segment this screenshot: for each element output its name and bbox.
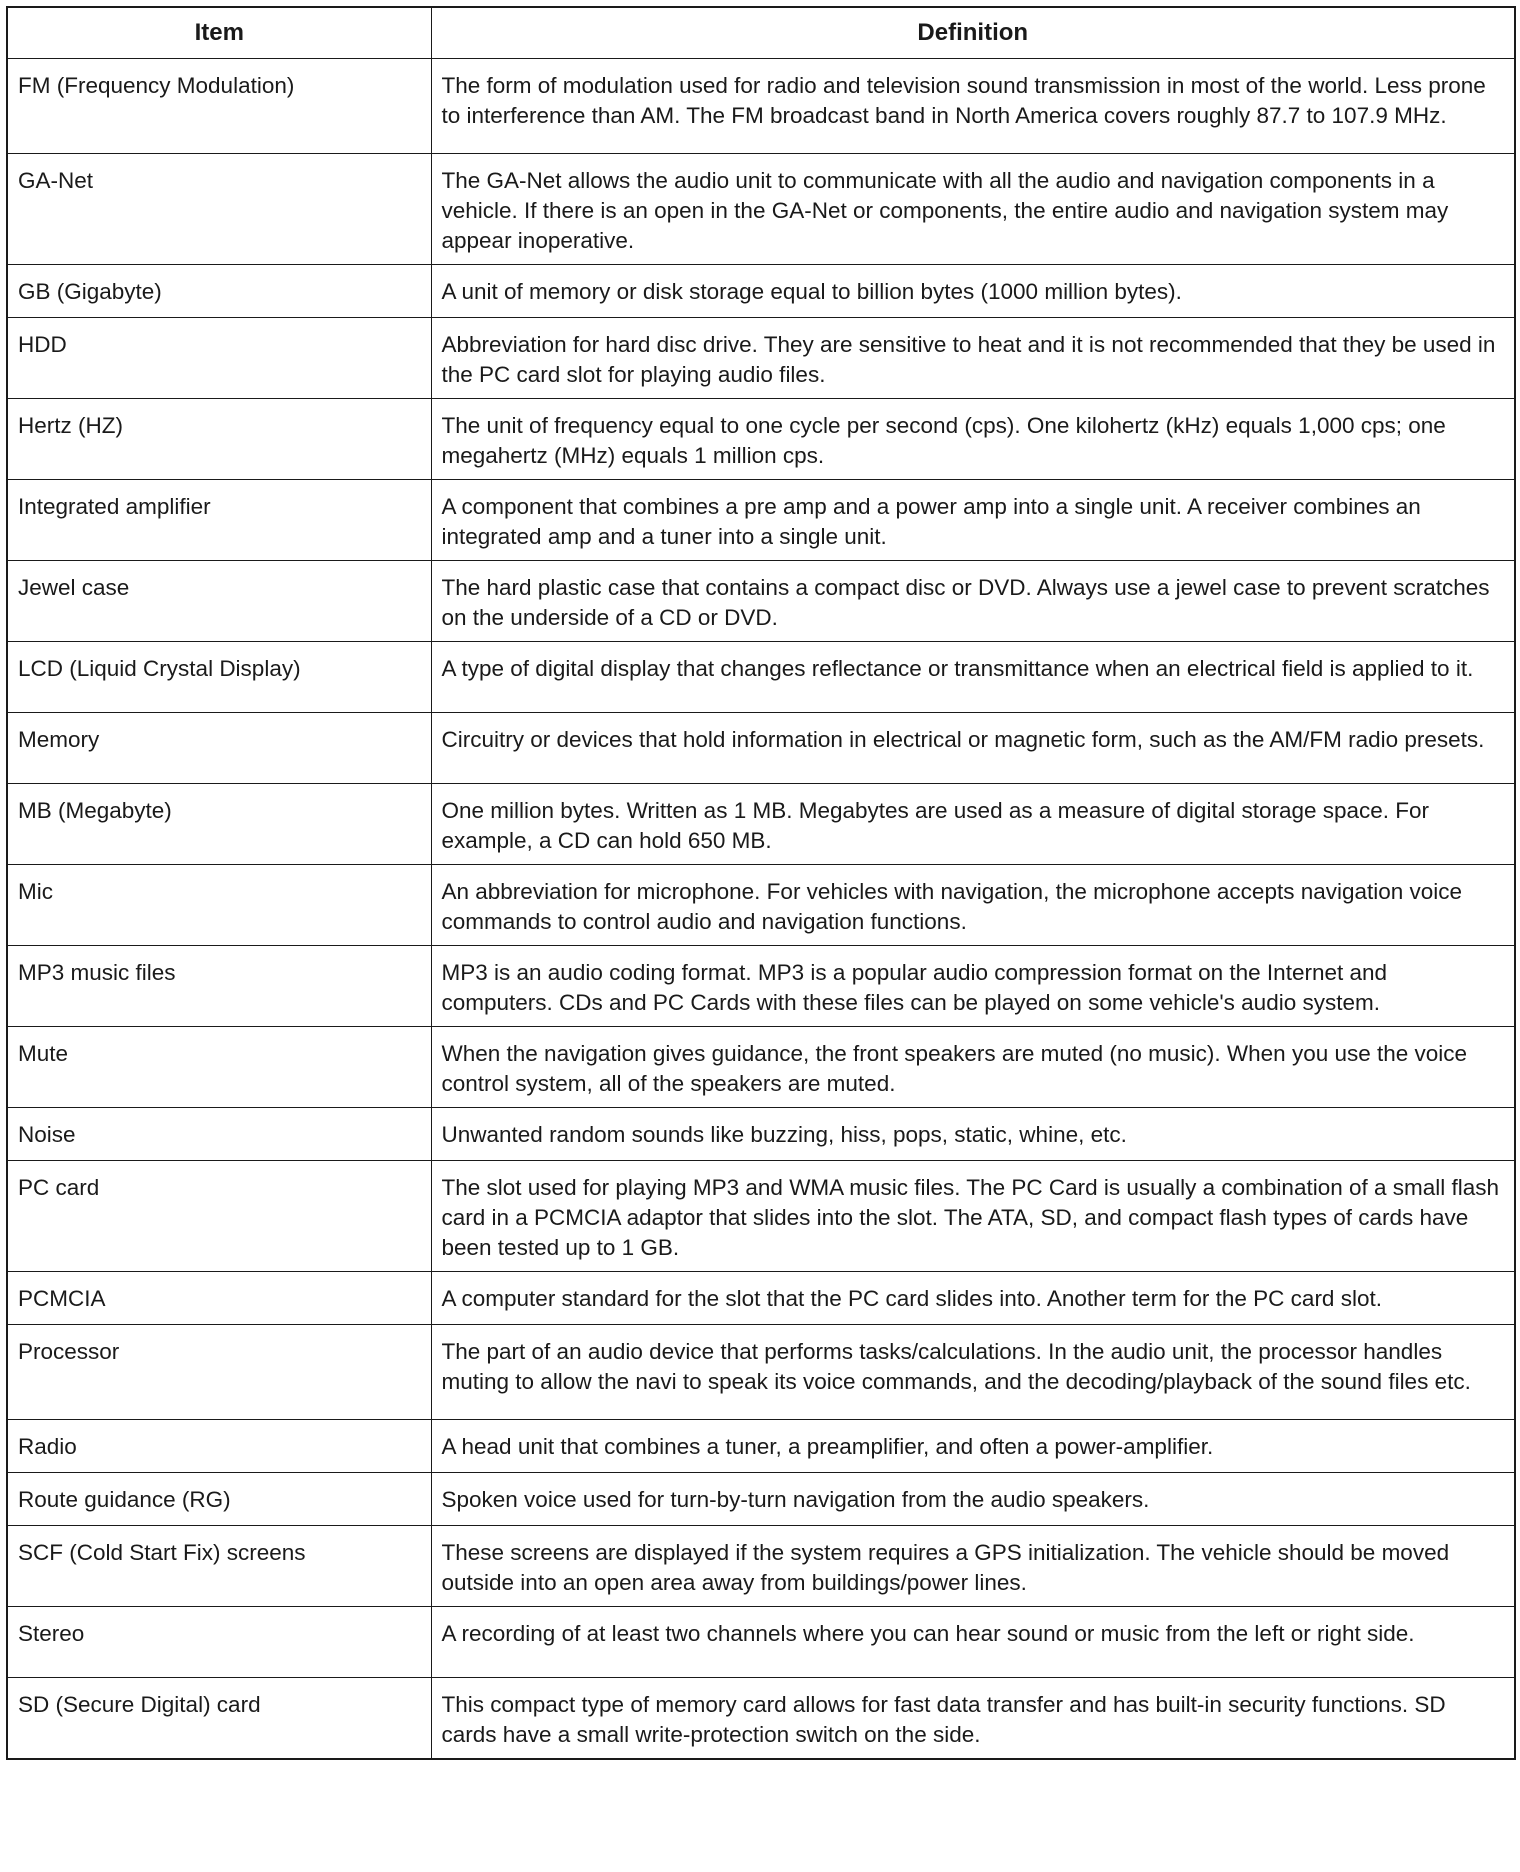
item-cell: Mic: [7, 865, 431, 946]
table-row: [7, 1473, 1515, 1526]
definition-cell: Unwanted random sounds like buzzing, hiss, pops, static, whine, etc.: [431, 1108, 1515, 1161]
table-row: [7, 318, 1515, 399]
definition-cell: A computer standard for the slot that the PC card slides into. Another term for the PC card slot.: [431, 1272, 1515, 1325]
definition-cell: The unit of frequency equal to one cycle per second (cps). One kilohertz (kHz) equals 1,000 cps; one megahertz (MHz) equals 1 million cps.: [431, 399, 1515, 480]
table-row: [7, 1161, 1515, 1272]
header-row: [7, 7, 1515, 59]
definition-cell: The hard plastic case that contains a compact disc or DVD. Always use a jewel case to prevent scratches on the underside of a CD or DVD.: [431, 561, 1515, 642]
item-cell: GB (Gigabyte): [7, 265, 431, 318]
item-cell: Noise: [7, 1108, 431, 1161]
definition-cell: A recording of at least two channels where you can hear sound or music from the left or right side.: [431, 1607, 1515, 1678]
item-cell: MP3 music files: [7, 946, 431, 1027]
item-cell: SD (Secure Digital) card: [7, 1678, 431, 1760]
definition-cell: These screens are displayed if the system requires a GPS initialization. The vehicle should be moved outside into an open area away from buildings/power lines.: [431, 1526, 1515, 1607]
table-row: [7, 1526, 1515, 1607]
table-row: [7, 265, 1515, 318]
definition-cell: Spoken voice used for turn-by-turn navigation from the audio speakers.: [431, 1473, 1515, 1526]
item-cell: FM (Frequency Modulation): [7, 59, 431, 154]
definition-cell: The slot used for playing MP3 and WMA music files. The PC Card is usually a combination of a small flash card in a PCMCIA adaptor that slides into the slot. The ATA, SD, and compact flash types of cards have been tested up to 1 GB.: [431, 1161, 1515, 1272]
item-cell: Jewel case: [7, 561, 431, 642]
item-cell: Mute: [7, 1027, 431, 1108]
item-cell: GA-Net: [7, 154, 431, 265]
item-cell: HDD: [7, 318, 431, 399]
table-row: [7, 865, 1515, 946]
definition-cell: The part of an audio device that performs tasks/calculations. In the audio unit, the processor handles muting to allow the navi to speak its voice commands, and the decoding/playback of the sound files etc.: [431, 1325, 1515, 1420]
item-cell: Memory: [7, 713, 431, 784]
table-row: [7, 399, 1515, 480]
item-cell: PCMCIA: [7, 1272, 431, 1325]
item-cell: MB (Megabyte): [7, 784, 431, 865]
item-cell: Radio: [7, 1420, 431, 1473]
definition-cell: MP3 is an audio coding format. MP3 is a popular audio compression format on the Internet and computers. CDs and PC Cards with these files can be played on some vehicle's audio system.: [431, 946, 1515, 1027]
table-row: [7, 1272, 1515, 1325]
definition-cell: Circuitry or devices that hold information in electrical or magnetic form, such as the AM/FM radio presets.: [431, 713, 1515, 784]
item-cell: Integrated amplifier: [7, 480, 431, 561]
item-cell: Processor: [7, 1325, 431, 1420]
definition-cell: An abbreviation for microphone. For vehicles with navigation, the microphone accepts navigation voice commands to control audio and navigation functions.: [431, 865, 1515, 946]
definition-cell: When the navigation gives guidance, the front speakers are muted (no music). When you use the voice control system, all of the speakers are muted.: [431, 1027, 1515, 1108]
table-row: [7, 642, 1515, 713]
table-row: [7, 1678, 1515, 1760]
table-row: [7, 480, 1515, 561]
definition-cell: A type of digital display that changes reflectance or transmittance when an electrical field is applied to it.: [431, 642, 1515, 713]
definition-cell: A unit of memory or disk storage equal to billion bytes (1000 million bytes).: [431, 265, 1515, 318]
table-row: [7, 1607, 1515, 1678]
table-row: [7, 1420, 1515, 1473]
item-cell: LCD (Liquid Crystal Display): [7, 642, 431, 713]
table-row: [7, 1108, 1515, 1161]
table-row: [7, 561, 1515, 642]
definition-cell: The GA-Net allows the audio unit to communicate with all the audio and navigation components in a vehicle. If there is an open in the GA-Net or components, the entire audio and navigation system may appear inoperative.: [431, 154, 1515, 265]
table-row: [7, 1027, 1515, 1108]
definition-cell: The form of modulation used for radio and television sound transmission in most of the world. Less prone to interference than AM. The FM broadcast band in North America covers roughly 87.7 to 107.9 MHz.: [431, 59, 1515, 154]
definition-cell: A head unit that combines a tuner, a preamplifier, and often a power-amplifier.: [431, 1420, 1515, 1473]
table-row: [7, 713, 1515, 784]
item-cell: SCF (Cold Start Fix) screens: [7, 1526, 431, 1607]
item-cell: Hertz (HZ): [7, 399, 431, 480]
item-cell: Route guidance (RG): [7, 1473, 431, 1526]
glossary-table: [6, 6, 1516, 1760]
table-row: [7, 1325, 1515, 1420]
definition-cell: One million bytes. Written as 1 MB. Megabytes are used as a measure of digital storage space. For example, a CD can hold 650 MB.: [431, 784, 1515, 865]
definition-cell: Abbreviation for hard disc drive. They are sensitive to heat and it is not recommended that they be used in the PC card slot for playing audio files.: [431, 318, 1515, 399]
definition-cell: A component that combines a pre amp and a power amp into a single unit. A receiver combines an integrated amp and a tuner into a single unit.: [431, 480, 1515, 561]
table-row: [7, 59, 1515, 154]
item-cell: PC card: [7, 1161, 431, 1272]
column-header-definition: Definition: [431, 7, 1515, 59]
item-cell: Stereo: [7, 1607, 431, 1678]
table-row: [7, 946, 1515, 1027]
table-row: [7, 784, 1515, 865]
column-header-item: Item: [7, 7, 431, 59]
table-row: [7, 154, 1515, 265]
definition-cell: This compact type of memory card allows for fast data transfer and has built-in security functions. SD cards have a small write-protection switch on the side.: [431, 1678, 1515, 1760]
